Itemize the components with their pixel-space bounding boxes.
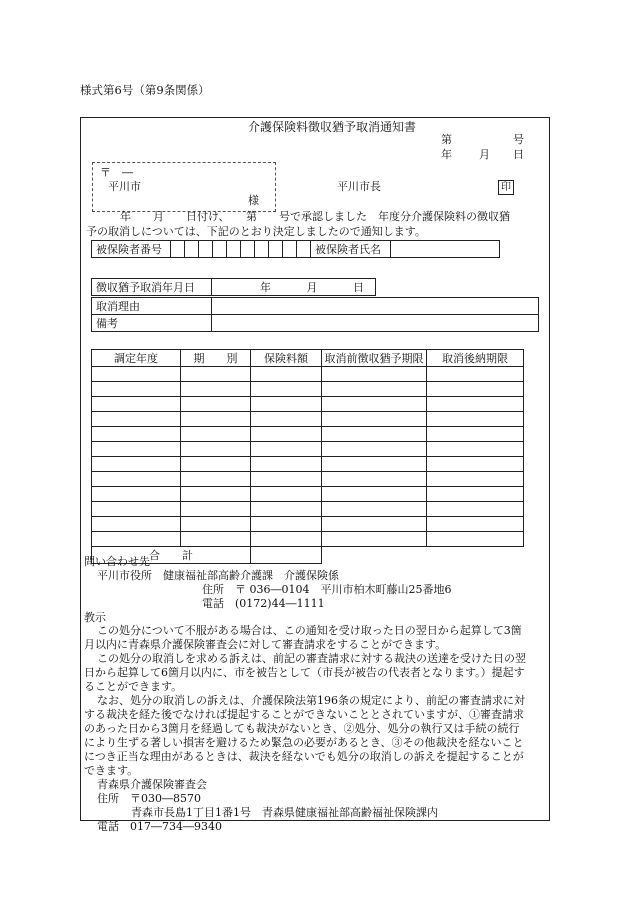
table-cell[interactable]	[322, 487, 427, 502]
table-cell[interactable]	[427, 442, 524, 457]
table-cell[interactable]	[427, 397, 524, 412]
table-cell[interactable]	[181, 442, 251, 457]
table-cell[interactable]	[92, 457, 181, 472]
table-cell[interactable]	[322, 472, 427, 487]
table-cell[interactable]	[251, 367, 322, 382]
table-row	[92, 367, 524, 382]
instruction-line: この処分の取消しを求める訴えは、前記の審査請求に対する裁決の送達を受けた日の翌	[97, 652, 526, 665]
doc-date-tsuki: 月	[479, 148, 490, 161]
table-cell[interactable]	[181, 457, 251, 472]
body-line-2: 予の取消しについては、下記のとおり決定しましたので通知します。	[86, 225, 426, 238]
table-row	[92, 472, 524, 487]
table-cell[interactable]	[427, 517, 524, 532]
instruction-heading: 教示	[84, 611, 106, 624]
table-cell[interactable]	[322, 427, 427, 442]
table-row	[92, 457, 524, 472]
table-cell[interactable]	[181, 412, 251, 427]
table-cell[interactable]	[427, 487, 524, 502]
table-row	[92, 517, 524, 532]
doc-no-go: 号	[513, 133, 524, 146]
table-cell[interactable]	[251, 517, 322, 532]
table-cell[interactable]	[92, 532, 181, 547]
total-premium[interactable]	[251, 547, 322, 564]
table-cell[interactable]	[92, 502, 181, 517]
instruction-line: 日から起算して6箇月以内に、市を被告として（市長が被告の代表者となります。）提起す	[84, 666, 525, 679]
insured-table	[91, 240, 500, 258]
body-line-1: 年 月 日付け、 第 号で承認しました 年度分介護保険料の徴収猶	[120, 210, 511, 223]
table-cell[interactable]	[181, 397, 251, 412]
instruction-line: なお、処分の取消しの訴えは、介護保険法第196条の規定により、前記の審査請求に対	[97, 694, 525, 707]
insured-number-digit[interactable]	[241, 241, 255, 258]
instruction-line: のあった日から3箇月を経過しても裁決がないとき、②処分、処分の執行又は手続の続行	[84, 722, 520, 735]
cancel-date-hi: 日	[353, 281, 364, 294]
table-cell[interactable]	[251, 427, 322, 442]
address-city: 平川市	[108, 180, 141, 193]
table-cell[interactable]	[322, 442, 427, 457]
table-cell[interactable]	[251, 397, 322, 412]
insured-number-digit[interactable]	[185, 241, 199, 258]
remarks-label: 備考	[92, 315, 212, 332]
table-cell[interactable]	[251, 532, 322, 547]
col-header-period: 期 別	[181, 350, 251, 367]
table-cell[interactable]	[92, 397, 181, 412]
insured-number-digit[interactable]	[297, 241, 311, 258]
table-row	[92, 532, 524, 547]
seal-mark: 印	[498, 180, 514, 195]
doc-no-dai: 第	[441, 133, 452, 146]
col-header-premium: 保険料額	[251, 350, 322, 367]
remarks-value[interactable]	[212, 315, 539, 332]
cancel-date-label: 徴収猶予取消年月日	[92, 279, 212, 296]
col-header-fiscal-year: 調定年度	[92, 350, 181, 367]
table-row	[92, 397, 524, 412]
table-cell[interactable]	[92, 442, 181, 457]
table-cell[interactable]	[181, 427, 251, 442]
premium-table	[91, 349, 524, 564]
table-header-row	[92, 350, 524, 367]
table-cell[interactable]	[181, 472, 251, 487]
table-cell[interactable]	[322, 517, 427, 532]
cancel-date-table	[91, 278, 376, 296]
insured-name-label: 被保険者氏名	[311, 241, 391, 258]
table-cell[interactable]	[181, 517, 251, 532]
table-cell[interactable]	[427, 412, 524, 427]
table-cell[interactable]	[427, 457, 524, 472]
table-cell[interactable]	[322, 397, 427, 412]
table-cell[interactable]	[251, 502, 322, 517]
table-cell[interactable]	[251, 382, 322, 397]
table-cell[interactable]	[322, 457, 427, 472]
table-cell[interactable]	[322, 412, 427, 427]
table-cell[interactable]	[427, 532, 524, 547]
table-row	[92, 412, 524, 427]
table-row	[92, 487, 524, 502]
form-number: 様式第6号（第9条関係）	[80, 83, 210, 97]
doc-date-hi: 日	[513, 148, 524, 161]
instruction-line: する裁決を経た後でなければ提起することができないこととされていますが、①審査請求	[84, 708, 524, 721]
table-cell[interactable]	[427, 367, 524, 382]
council-postal: 住所 〒030―8570	[97, 792, 201, 805]
table-cell[interactable]	[251, 412, 322, 427]
table-cell[interactable]	[181, 502, 251, 517]
instruction-line: 月以内に青森県介護保険審査会に対して審査請求をすることができます。	[84, 638, 447, 651]
insured-number-digit[interactable]	[255, 241, 269, 258]
table-cell[interactable]	[251, 442, 322, 457]
instruction-line: につき正当な理由があるときは、裁決を経ないでも処分の取消しの訴えを提起することが	[84, 750, 524, 763]
table-cell[interactable]	[92, 382, 181, 397]
table-cell[interactable]	[181, 382, 251, 397]
insured-number-digit[interactable]	[269, 241, 283, 258]
council-name: 青森県介護保険審査会	[97, 778, 207, 791]
instruction-line: により生ずる著しい損害を避けるため緊急の必要があるとき、③その他裁決を経ないこと	[84, 736, 524, 749]
cancel-date-value[interactable]	[212, 279, 376, 296]
cancel-date-tsuki: 月	[306, 281, 318, 294]
table-cell[interactable]	[181, 487, 251, 502]
table-row	[92, 442, 524, 457]
insured-number-digit[interactable]	[213, 241, 227, 258]
insured-number-label: 被保険者番号	[92, 241, 171, 258]
instruction-line: この処分について不服がある場合は、この通知を受け取った日の翌日から起算して3箇	[97, 624, 522, 637]
instruction-line: できます。	[84, 764, 139, 777]
table-cell[interactable]	[427, 427, 524, 442]
insured-number-digit[interactable]	[171, 241, 185, 258]
table-cell[interactable]	[92, 367, 181, 382]
col-header-new-deadline: 取消後納期限	[427, 350, 524, 367]
contact-heading: 問い合わせ先	[84, 555, 150, 568]
address-postal: 〒 ―	[100, 166, 133, 179]
table-cell[interactable]	[322, 502, 427, 517]
table-cell[interactable]	[427, 472, 524, 487]
table-row	[92, 427, 524, 442]
table-row	[92, 502, 524, 517]
table-cell[interactable]	[427, 502, 524, 517]
instruction-line: ることができます。	[84, 680, 183, 693]
table-cell[interactable]	[251, 472, 322, 487]
table-cell[interactable]	[322, 367, 427, 382]
total-label: 合 計	[92, 547, 251, 564]
cancel-reason-value[interactable]	[212, 298, 539, 315]
insured-number-digit[interactable]	[227, 241, 241, 258]
table-cell[interactable]	[92, 427, 181, 442]
table-cell[interactable]	[181, 367, 251, 382]
table-cell[interactable]	[92, 472, 181, 487]
col-header-prior-deadline: 取消前徴収猶予期限	[322, 350, 427, 367]
contact-address: 住所 〒 036―0104 平川市柏木町藤山25番地6	[202, 583, 452, 596]
cancel-date-nen: 年	[260, 281, 271, 294]
total-row	[92, 547, 524, 564]
table-cell[interactable]	[427, 382, 524, 397]
cancel-reason-label: 取消理由	[92, 298, 212, 315]
council-address: 青森市長島1丁目1番1号 青森県健康福祉部高齢福祉保険課内	[131, 806, 438, 819]
contact-phone: 電話 (0172)44―1111	[202, 597, 325, 610]
contact-office: 平川市役所 健康福祉部高齢介護課 介護保険係	[97, 569, 339, 582]
insured-name-value[interactable]	[391, 241, 500, 258]
table-cell[interactable]	[322, 382, 427, 397]
table-cell[interactable]	[181, 532, 251, 547]
issuer-name: 平川市長	[337, 180, 381, 193]
table-cell[interactable]	[92, 412, 181, 427]
doc-date-nen: 年	[441, 148, 452, 161]
table-cell[interactable]	[92, 487, 181, 502]
page-title: 介護保険料徴収猶予取消通知書	[248, 120, 417, 134]
table-cell[interactable]	[92, 517, 181, 532]
cancel-reason-table	[91, 297, 539, 332]
insured-number-digit[interactable]	[283, 241, 297, 258]
table-cell[interactable]	[251, 487, 322, 502]
table-cell[interactable]	[322, 532, 427, 547]
insured-number-digit[interactable]	[199, 241, 213, 258]
table-cell[interactable]	[251, 457, 322, 472]
address-sama: 様	[248, 194, 259, 207]
table-row	[92, 382, 524, 397]
council-phone: 電話 017―734―9340	[97, 820, 222, 833]
